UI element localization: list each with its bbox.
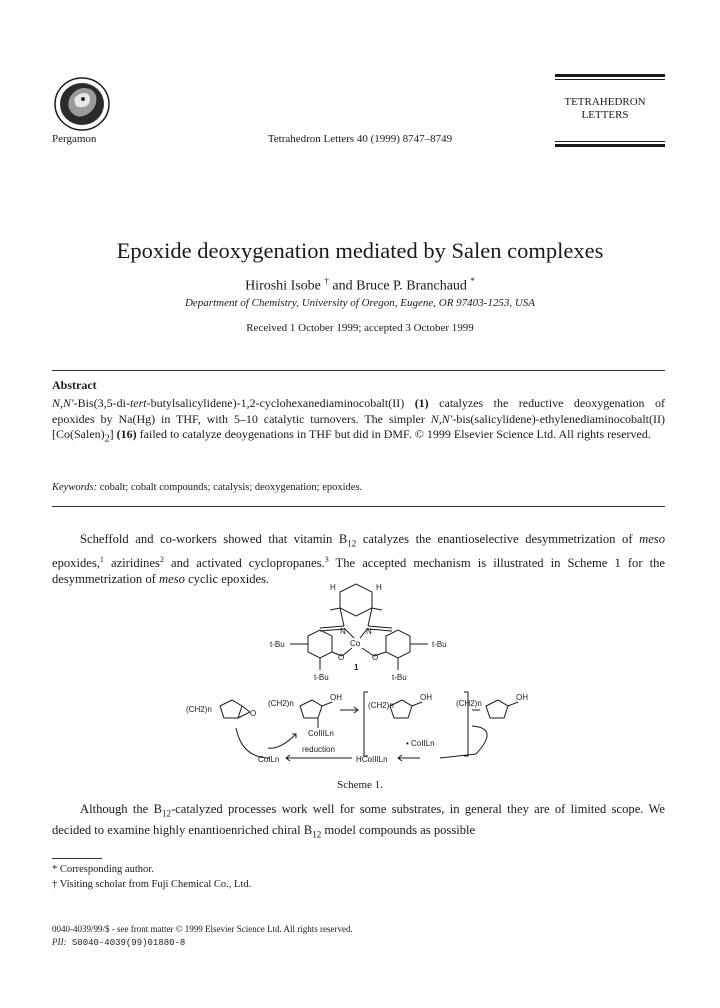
scheme-label-h: H: [330, 583, 336, 592]
scheme-label-ch2n: (CH2)n: [268, 699, 294, 708]
abstract-part: catalyzes the reductive deoxygenation of epoxides by Na(Hg) in THF, with 5–10 catalytic turnovers. The simpler: [52, 396, 665, 426]
abstract-part: N,N′: [52, 396, 74, 410]
body-part: meso: [159, 571, 185, 586]
scheme-label-n: N: [366, 627, 372, 636]
body-part: Scheffold and co-workers showed that vitamin B: [80, 532, 348, 546]
author-2: Bruce P. Branchaud: [356, 278, 467, 294]
footnote-2: [52, 879, 251, 890]
reference-mark: 1: [99, 554, 104, 564]
header-rule-bottom: [555, 141, 665, 142]
scheme-1-figure: [180, 578, 580, 778]
abstract-heading: Abstract: [52, 378, 97, 392]
body-part: epoxides,: [52, 555, 100, 570]
scheme-label-co-i: CoILn: [258, 755, 280, 764]
scheme-caption: Scheme 1.: [337, 779, 383, 791]
scheme-label-h: H: [376, 583, 382, 592]
footnote-1-text: Corresponding author.: [59, 864, 154, 875]
scheme-label-o: O: [372, 653, 379, 662]
abstract-part: ]: [109, 427, 117, 441]
keywords-label: Keywords:: [52, 482, 98, 493]
scheme-label-co: Co: [350, 639, 361, 648]
abstract-part: N,N′: [430, 411, 453, 426]
journal-name: [550, 96, 660, 122]
footnote-1: [52, 864, 154, 875]
body-part: and activated cyclopropanes.: [163, 555, 325, 570]
front-matter: 0040-4039/99/$ - see front matter © 1999 Elsevier Science Ltd. All rights reserved.: [52, 924, 353, 934]
footnote-rule: [52, 858, 102, 859]
body-part: aziridines: [103, 555, 160, 570]
abstract-part: tert: [129, 396, 147, 410]
scheme-label-o: O: [338, 653, 345, 662]
author-2-mark: *: [470, 276, 475, 286]
body-part: catalyzes the enantioselective desymmetrization of: [356, 532, 640, 546]
scheme-label-oh: OH: [330, 693, 342, 702]
abstract-part: failed to catalyze deoygenations in THF but did in DMF. © 1999 Elsevier Science Ltd. All rights reserved.: [136, 427, 651, 441]
pii-value: S0040-4039(99)01880-8: [66, 938, 186, 948]
pii-line: [52, 937, 185, 948]
scheme-label-tbu: t-Bu: [314, 673, 329, 682]
scheme-label-co-ii: • CoIILn: [406, 739, 435, 748]
cyclohexane-ring: [340, 584, 372, 616]
journal-citation: Tetrahedron Letters 40 (1999) 8747–8749: [267, 133, 453, 145]
body-part: cyclic epoxides.: [184, 571, 270, 586]
abstract-rule-bottom: [52, 506, 665, 507]
publisher-logo: [52, 75, 122, 138]
publisher-name: Pergamon: [52, 133, 97, 145]
body-subscript: 12: [347, 538, 357, 549]
reference-mark: 2: [159, 554, 164, 564]
header-rule-bottom-thick: [555, 144, 665, 147]
body-paragraph-2: [52, 801, 665, 842]
author-and: and: [332, 278, 353, 294]
body-part: Although the B: [80, 802, 162, 816]
abstract-rule-top: [52, 370, 665, 371]
left-aryl-ring: [308, 630, 332, 658]
abstract-part: -Bis(3,5-di-: [73, 396, 130, 410]
abstract-part: -bis(salicylidene)-ethylenediaminocobalt(II) [Co(Salen): [52, 411, 665, 441]
received-dates: Received 1 October 1999; accepted 3 October 1999: [246, 322, 474, 334]
scheme-label-tbu: t-Bu: [432, 640, 447, 649]
scheme-label-tbu: t-Bu: [270, 640, 285, 649]
keywords-list: cobalt; cobalt compounds; catalysis; deoxygenation; epoxides.: [97, 482, 363, 493]
journal-name-line1: TETRAHEDRON: [564, 96, 646, 108]
product-ring: [486, 700, 508, 718]
scheme-label-oh: OH: [516, 693, 528, 702]
article-title: Epoxide deoxygenation mediated by Salen complexes: [116, 238, 604, 263]
pii-label: PII:: [52, 937, 67, 947]
footnote-1-mark: *: [52, 864, 58, 875]
abstract-text: [52, 396, 665, 447]
keywords: [52, 482, 665, 493]
scheme-label-oh: OH: [420, 693, 432, 702]
compound-ref: (1): [414, 396, 429, 410]
scheme-label-ch2n: (CH2)n: [186, 705, 212, 714]
scheme-label-ch2n: (CH2)n: [368, 701, 394, 710]
body-part: -catalyzed processes work well for some substrates, in general they are of limited scope. We decided to examine highly enantioenriched chiral B: [52, 802, 665, 837]
compound-ref: (16): [116, 427, 137, 441]
header-rule-top: [555, 74, 665, 77]
abstract-subscript: 2: [104, 433, 110, 445]
compound-number: 1: [354, 663, 359, 672]
body-part: The accepted mechanism is illustrated in Scheme 1 for the desymmetrization of: [52, 555, 665, 586]
footnote-2-mark: †: [52, 879, 58, 890]
scheme-label-tbu: t-Bu: [392, 673, 407, 682]
body-subscript: 12: [161, 808, 171, 819]
cycle-arrow-right: [472, 726, 487, 754]
scheme-label-epoxide-o: O: [250, 709, 257, 718]
body-subscript: 12: [312, 829, 322, 840]
abstract-part: -butylsalicylidene)-1,2-cyclohexanediaminocobalt(II): [146, 396, 415, 410]
epoxide-ring: [220, 700, 242, 718]
cycle-arrow-left: [236, 728, 270, 758]
reference-mark: 3: [324, 554, 329, 564]
scheme-label-hco-iii: HCoIIILn: [356, 755, 388, 764]
scheme-label-ch2n: (CH2)n: [456, 699, 482, 708]
header-rule-top-thin: [555, 79, 665, 80]
scheme-label-reduction: reduction: [302, 745, 335, 754]
body-part: meso: [639, 532, 665, 546]
scheme-label-n: N: [340, 627, 346, 636]
author-1-mark: †: [324, 276, 329, 286]
footnote-2-text: Visiting scholar from Fuji Chemical Co., Ltd.: [59, 879, 252, 890]
scheme-label-co-iii: CoIIILn: [308, 729, 334, 738]
author-1: Hiroshi Isobe: [245, 278, 321, 294]
author-line: [0, 276, 720, 295]
affiliation: Department of Chemistry, University of Oregon, Eugene, OR 97403-1253, USA: [184, 297, 535, 309]
cobalt-alkoxide-ring: [300, 700, 322, 718]
journal-name-line2: LETTERS: [581, 109, 629, 121]
body-part: model compounds as possible: [321, 822, 476, 837]
right-aryl-ring: [386, 630, 410, 658]
